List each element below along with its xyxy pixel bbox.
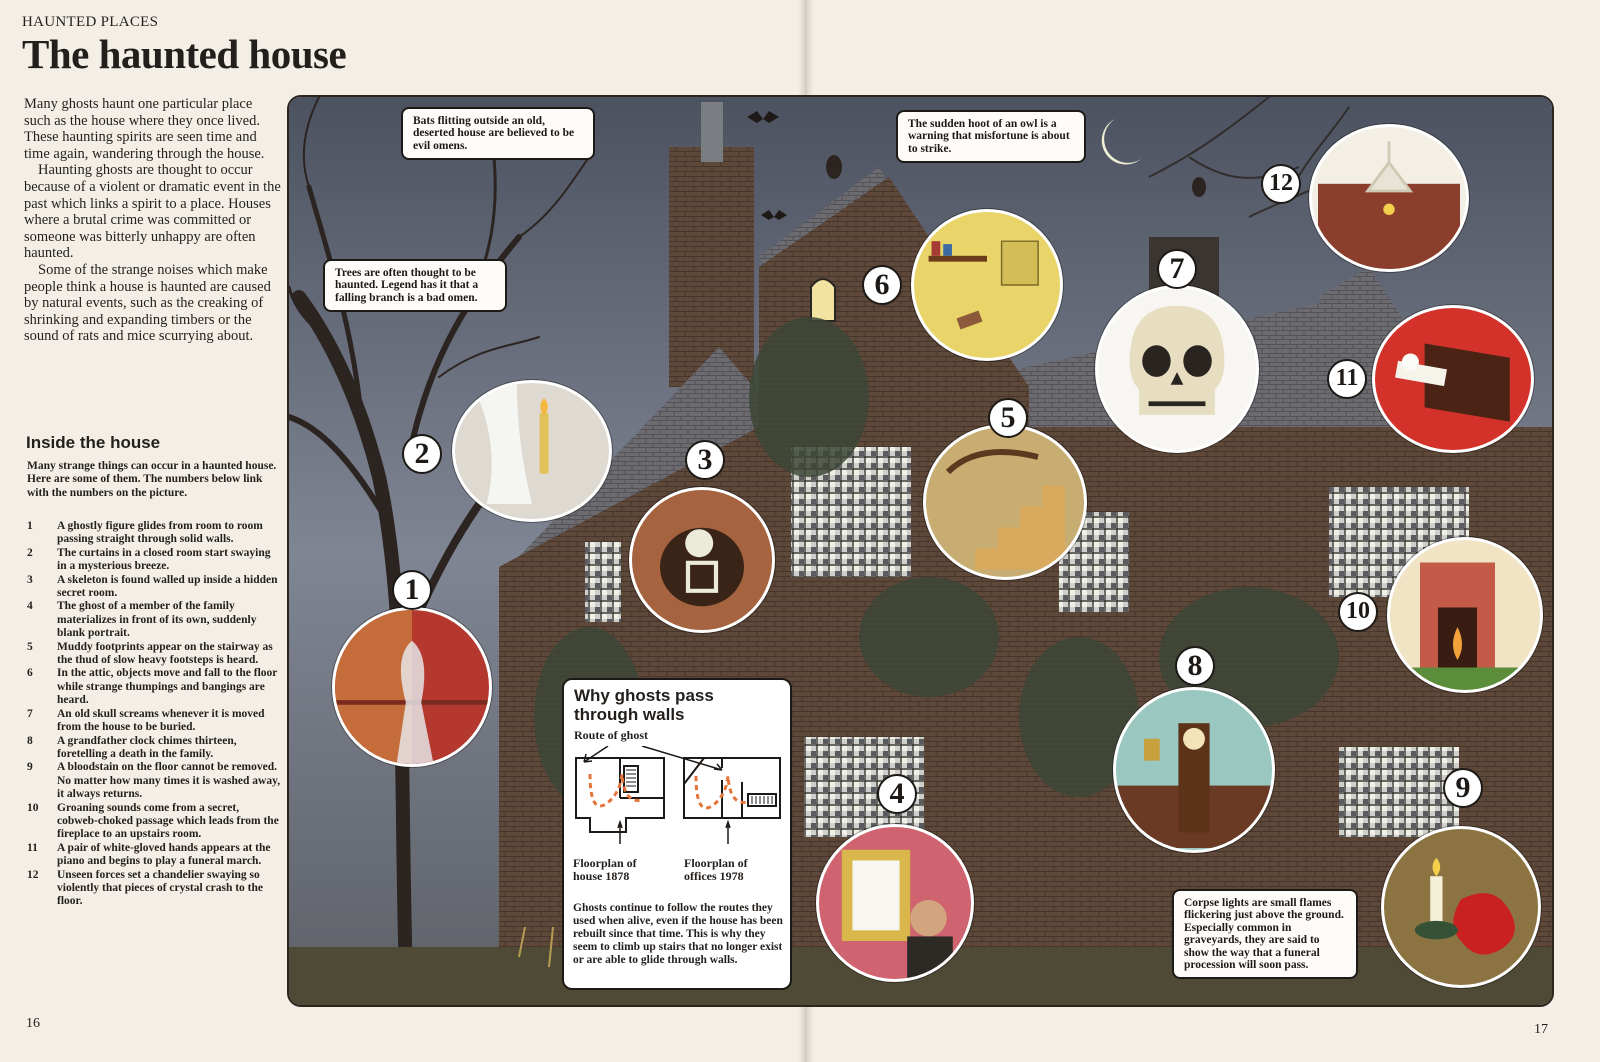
intro-text	[24, 96, 282, 345]
list-item-number: 7	[27, 707, 33, 720]
caption-trees: Trees are often thought to be haunted. Legend has it that a falling branch is a bad omen.	[323, 259, 507, 312]
inside-heading: Inside the house	[26, 433, 161, 452]
page-number-left: 16	[26, 1016, 40, 1031]
inside-intro: Many strange things can occur in a haunted house. Here are some of them. The numbers below link with the numbers on the picture.	[27, 460, 277, 499]
list-item	[27, 761, 281, 801]
vignette-skeleton	[629, 487, 775, 633]
route-label: Route of ghost	[574, 728, 648, 742]
list-item-text: A pair of white-gloved hands appears at the piano and begins to play a funeral march.	[57, 841, 271, 868]
list-item-text: A bloodstain on the floor cannot be removed. No matter how many times it is washed away, it always returns.	[57, 761, 281, 801]
caption-bats: Bats flitting outside an old, deserted house are believed to be evil omens.	[401, 107, 595, 160]
list-item-number: 10	[27, 801, 39, 814]
vignette-stairs	[923, 424, 1087, 580]
vignette-clock	[1113, 687, 1275, 853]
list-item-text: The ghost of a member of the family materializes in front of its own, suddenly blank portrait.	[57, 600, 257, 640]
list-item-text: The curtains in a closed room start swaying in a mysterious breeze.	[57, 546, 271, 573]
vignette-ghost	[332, 607, 492, 767]
vignette-chandelier	[1309, 124, 1469, 272]
intro-paragraph: Haunting ghosts are thought to occur because of a violent or dramatic event in the past which links a spirit to a place. Houses where a brutal crime was committed or someone was bitterly unhappy are often haunted.	[24, 162, 281, 262]
list-item	[27, 842, 281, 869]
list-item-text: Groaning sounds come from a secret, cobweb-choked passage which leads from the fireplace to an upstairs room.	[57, 801, 279, 841]
number-badge: 1	[392, 570, 432, 610]
owl-icon	[1192, 177, 1206, 197]
ghost-explainer-box	[562, 678, 792, 990]
list-item	[27, 667, 281, 707]
list-item	[27, 547, 281, 574]
haunted-house-illustration	[287, 95, 1554, 1007]
list-item-text: A grandfather clock chimes thirteen, foretelling a death in the family.	[57, 734, 237, 760]
list-item-text: Muddy footprints appear on the stairway as the thud of slow heavy footsteps is heard.	[57, 640, 273, 667]
ghost-box-text: Ghosts continue to follow the routes they used when alive, even if the house has been rebuilt since that time. This is why they seem to climb up stairs that no longer exist or are able to glide through walls.	[573, 902, 783, 966]
list-item	[27, 520, 281, 547]
list-item-number: 6	[27, 667, 33, 680]
list-item	[27, 641, 281, 668]
floorplan-diagram	[572, 746, 786, 846]
number-badge: 2	[402, 434, 442, 474]
list-item-number: 3	[27, 573, 33, 586]
list-item-text: An old skull screams whenever it is moved from the house to be buried.	[57, 707, 265, 734]
list-item-number: 11	[27, 841, 38, 854]
list-item-number: 8	[27, 734, 33, 747]
list-item	[27, 708, 281, 735]
floorplan-1878-label: Floorplan of house 1878	[573, 856, 637, 883]
number-badge: 12	[1261, 164, 1301, 204]
number-badge: 8	[1175, 646, 1215, 686]
list-item-number: 5	[27, 640, 33, 653]
numbered-list	[27, 520, 281, 909]
vignette-bloodstain	[1381, 826, 1541, 988]
intro-paragraph: Many ghosts haunt one particular place such as the house where they once lived. These haunting spirits are seen time and time again, wandering through the house.	[24, 96, 265, 162]
number-badge: 6	[862, 265, 902, 305]
list-item-text: A skeleton is found walled up inside a hidden secret room.	[57, 573, 278, 600]
number-badge: 7	[1157, 249, 1197, 289]
list-item	[27, 869, 281, 909]
list-item	[27, 735, 281, 762]
list-item-text: A ghostly figure glides from room to room passing straight through solid walls.	[57, 520, 263, 546]
list-item	[27, 600, 281, 640]
list-item-text: Unseen forces set a chandelier swaying so violently that pieces of crystal crash to the floor.	[57, 868, 264, 908]
list-item-number: 4	[27, 600, 33, 613]
vignette-piano	[1372, 305, 1534, 453]
vignette-curtains	[452, 380, 612, 522]
vignette-attic	[911, 209, 1063, 361]
section-label: HAUNTED PLACES	[22, 14, 159, 30]
list-item-text: In the attic, objects move and fall to the floor while strange thumpings and bangings are heard.	[57, 667, 278, 707]
number-badge: 9	[1443, 768, 1483, 808]
number-badge: 5	[988, 398, 1028, 438]
number-badge: 11	[1327, 359, 1367, 399]
vignette-skull	[1095, 285, 1259, 453]
caption-corpse-lights: Corpse lights are small flames flickering just above the ground. Especially common in graveyards, they are said to show the way that a funeral procession will soon pass.	[1172, 889, 1358, 979]
floorplan-1978-label: Floorplan of offices 1978	[684, 856, 748, 883]
number-badge: 10	[1338, 592, 1378, 632]
caption-owl: The sudden hoot of an owl is a warning that misfortune is about to strike.	[896, 110, 1086, 163]
vignette-portrait	[816, 824, 974, 982]
list-item	[27, 802, 281, 842]
page-title: The haunted house	[22, 31, 347, 77]
list-item-number: 12	[27, 868, 39, 881]
list-item-number: 2	[27, 546, 33, 559]
list-item-number: 9	[27, 761, 33, 774]
vignette-fireplace	[1387, 537, 1543, 693]
list-item-number: 1	[27, 520, 33, 532]
number-badge: 3	[685, 440, 725, 480]
number-badge: 4	[877, 774, 917, 814]
list-item	[27, 574, 281, 601]
ghost-box-title: Why ghosts pass through walls	[574, 686, 714, 724]
intro-paragraph: Some of the strange noises which make people think a house is haunted are caused by natural events, such as the creaking of shrinking and expanding timbers or the sound of rats and mice scurrying about.	[24, 261, 271, 345]
page-number-right: 17	[1534, 1022, 1548, 1037]
